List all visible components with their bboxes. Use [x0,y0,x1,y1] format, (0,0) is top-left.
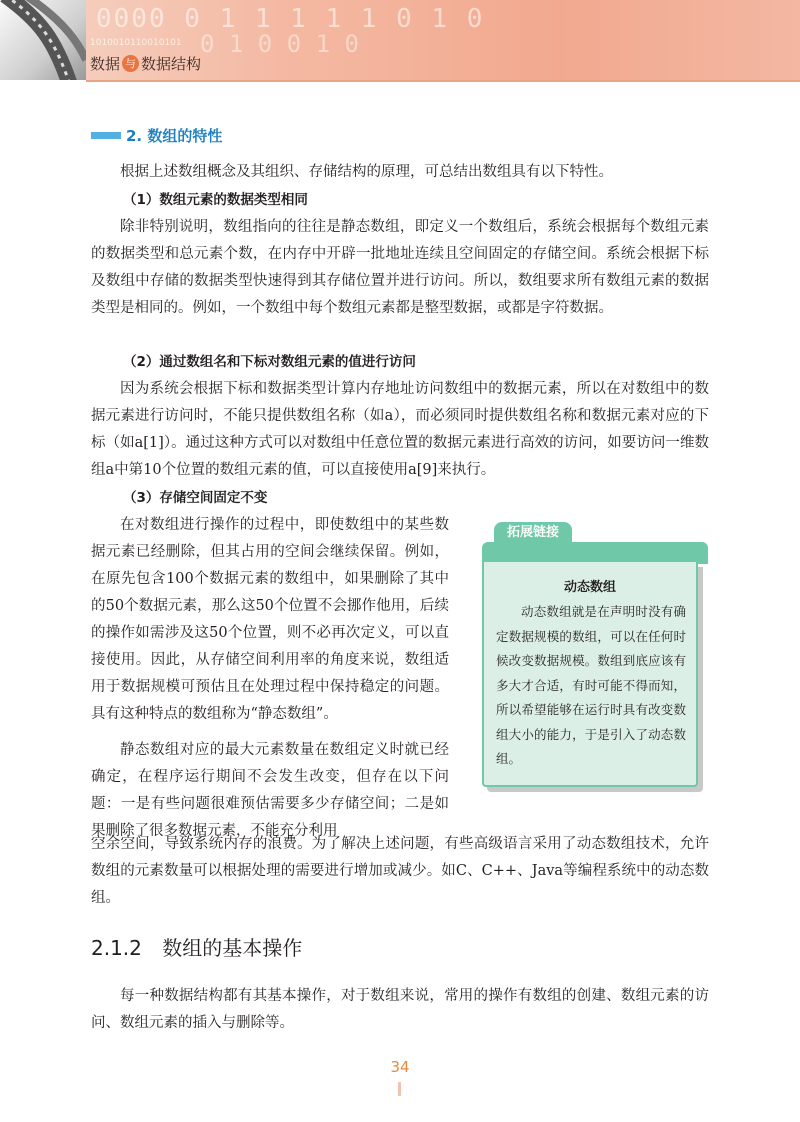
page-number-tick [398,1082,401,1096]
section-heading [91,125,222,146]
feature-1-heading: （1）数组元素的数据类型相同 [123,192,308,208]
page-header [0,0,800,80]
section-intro: 根据上述数组概念及其组织、存储结构的原理，可总结出数组具有以下特性。 [120,164,613,180]
subsection-number: 2.1.2 [91,936,142,960]
feature-3-heading: （3）存储空间固定不变 [123,490,268,506]
heading-bar-decoration [91,132,121,139]
header-divider [86,80,800,82]
film-reel-decoration [0,0,86,80]
feature-3-text-3: 空余空间，导致系统内存的浪费。为了解决上述问题，有些高级语言采用了动态数组技术，允许数组的元素数量可以根据处理的需要进行增加或减少。如C、C++、Java等编程系统中的动态数组。 [91,836,709,906]
sidebar-body [482,562,698,787]
film-strip-icon [0,0,86,80]
sidebar-text: 动态数组就是在声明时没有确定数据规模的数组，可以在任何时候改变数据规模。数组到底应该有多大才合适，有时可能不得而知，所以希望能够在运行时具有改变数组大小的能力，于是引入了动态数组。 [496,604,686,766]
book-title-part1: 数据 [90,55,121,73]
binary-decoration: 0000 0 1 1 1 1 1 0 1 0 [96,4,485,34]
book-title-part2: 数据结构 [141,55,202,73]
extension-link-sidebar [482,522,708,799]
sidebar-band [482,542,708,564]
subsection-text: 每一种数据结构都有其基本操作，对于数组来说，常用的操作有数组的创建、数组元素的访问、数组元素的插入与删除等。 [91,988,709,1031]
header-watermark: 1010010110010101 [90,38,182,48]
section-title: 2. 数组的特性 [126,127,223,145]
subsection-title: 数组的基本操作 [162,936,303,960]
book-title-connector: 与 [122,55,139,72]
feature-3-text-2: 静态数组对应的最大元素数量在数组定义时就已经确定，在程序运行期间不会发生改变，但存在以下问题：一是有些问题很难预估需要多少存储空间；二是如果删除了很多数据元素，不能充分利用 [91,742,449,839]
feature-1-text: 除非特别说明，数组指向的往往是静态数组，即定义一个数组后，系统会根据每个数组元素的数据类型和总元素个数，在内存中开辟一批地址连续且空间固定的存储空间。系统会根据下标及数组中存储的数据类型快速得到其存储位置并进行访问。所以，数组要求所有数组元素的数据类型是相同的。例如，一个数组中每个数组元素都是整型数据，或都是字符数据。 [91,219,709,316]
sidebar-tab-label: 拓展链接 [494,522,572,544]
binary-decoration-2: 0 1 0 0 1 0 [200,30,359,58]
page-number: 34 [390,1058,410,1076]
sidebar-title: 动态数组 [563,580,616,595]
subsection-heading [91,932,302,961]
feature-3-text-1: 在对数组进行操作的过程中，即使数组中的某些数据元素已经删除，但其占用的空间会继续保留。例如，在原先包含100个数据元素的数组中，如果删除了其中的50个数据元素，那么这50个位置不会挪作他用，后续的操作如需涉及这50个位置，则不必再次定义，可以直接使用。因此，从存储空间利用率的角度来说，数组适用于数据规模可预估且在处理过程中保持稳定的问题。具有这种特点的数组称为“静态数组”。 [91,517,449,722]
feature-2-heading: （2）通过数组名和下标对数组元素的值进行访问 [123,354,416,370]
book-title [90,53,201,74]
feature-2-text: 因为系统会根据下标和数据类型计算内存地址访问数组中的数据元素，所以在对数组中的数据元素进行访问时，不能只提供数组名称（如a），而必须同时提供数组名称和数据元素对应的下标（如a[1]）。通过这种方式可以对数组中任意位置的数据元素进行高效的访问，如要访问一维数组a中第10个位置的数组元素的值，可以直接使用a[9]来执行。 [91,381,709,478]
